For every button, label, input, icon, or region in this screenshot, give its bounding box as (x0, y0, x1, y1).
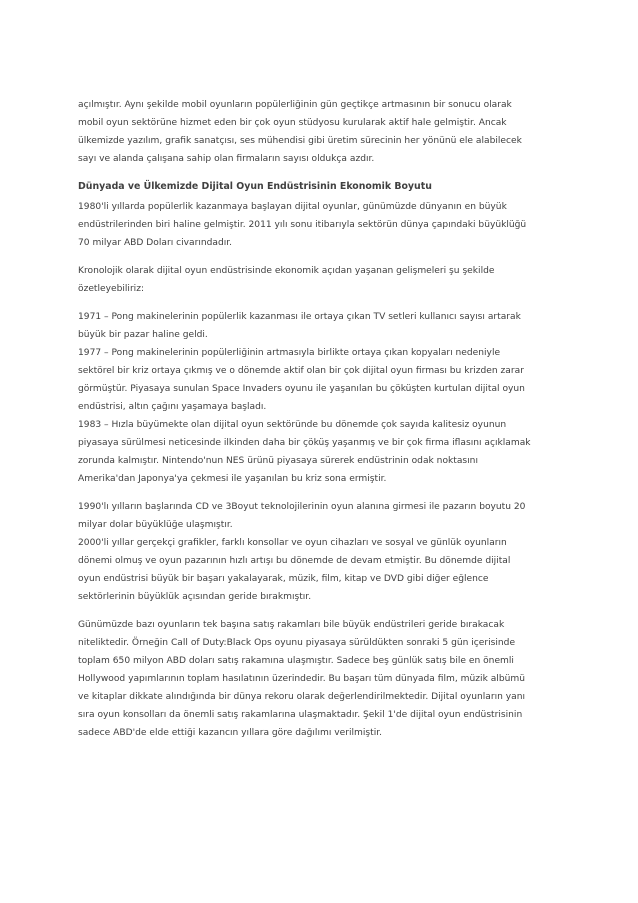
text-line: endüstrisi, altın çağını yaşamaya başladı. (78, 402, 267, 412)
text-line: mobil oyun sektörüne hizmet eden bir çok oyun stüdyosu kurularak aktif hale gelmiştir. Ancak (78, 118, 507, 128)
text-line: sıra oyun konsolları da önemli satış rakamlarına ulaşmaktadır. Şekil 1'de dijital oyun endüstrisinin (78, 710, 523, 720)
paragraph-1990s-2000s (78, 498, 560, 606)
text-line: 1983 – Hızla büyümekte olan dijital oyun sektöründe bu dönemde çok sayıda kalitesiz oyunun (78, 420, 507, 430)
text-line: zorunda kalmıştır. Nintendo'nun NES ürünü piyasaya sürerek endüstrinin odak noktasını (78, 456, 478, 466)
text-line: oyun endüstrisi büyük bir başarı yakalayarak, müzik, film, kitap ve DVD gibi diğer eğlence (78, 574, 489, 584)
text-line: Amerika'dan Japonya'ya çekmesi ile yaşanılan bu kriz sona ermiştir. (78, 474, 387, 484)
paragraph-chronology-intro (78, 262, 560, 298)
paragraph-today (78, 616, 560, 742)
text-line: toplam 650 milyon ABD doları satış rakamına ulaşmıştır. Sadece beş günlük satış bile en önemli (78, 656, 514, 666)
text-line: Kronolojik olarak dijital oyun endüstrisinde ekonomik açıdan yaşanan gelişmeleri şu şekilde (78, 266, 495, 276)
text-line: dönemi olmuş ve oyun pazarının hızlı artışı bu dönemde de devam etmiştir. Bu dönemde dijital (78, 556, 511, 566)
text-line: 70 milyar ABD Doları civarındadır. (78, 238, 233, 248)
section-heading: Dünyada ve Ülkemizde Dijital Oyun Endüstrisinin Ekonomik Boyutu (78, 181, 432, 192)
text-line: 1977 – Pong makinelerinin popülerliğinin artmasıyla birlikte ortaya çıkan kopyaları nedeniyle (78, 348, 501, 358)
text-line: sadece ABD'de elde ettiği kazancın yıllara göre dağılımı verilmiştir. (78, 728, 383, 738)
text-line: piyasaya sürülmesi neticesinde ilkinden daha bir çöküş yaşanmış ve bir çok firma iflasını açıklamak (78, 438, 531, 448)
text-line: açılmıştır. Aynı şekilde mobil oyunların popülerliğinin gün geçtikçe artmasının bir sonucu olarak (78, 100, 512, 110)
intro-paragraph (78, 96, 560, 168)
text-line: Günümüzde bazı oyunların tek başına satış rakamları bile büyük endüstrileri geride bırakacak (78, 620, 505, 630)
text-line: sektörlerinin büyüklük açısından geride bırakmıştır. (78, 592, 312, 602)
text-line: sayı ve alanda çalışana sahip olan firmaların sayısı oldukça azdır. (78, 154, 375, 164)
paragraph-market-size (78, 198, 560, 252)
text-line: endüstrilerinden biri haline gelmiştir. 2011 yılı sonu itibarıyla sektörün dünya çapındaki büyüklüğü (78, 220, 527, 230)
text-line: Hollywood yapımlarının toplam hasılatının üzerindedir. Bu başarı tüm dünyada film, müzik albümü (78, 674, 525, 684)
text-line: sektörel bir kriz ortaya çıkmış ve o dönemde aktif olan bir çok dijital oyun firması bu krizden zarar (78, 366, 524, 376)
text-line: görmüştür. Piyasaya sunulan Space Invaders oyunu ile yaşanılan bu çöküşten kurtulan dijital oyun (78, 384, 525, 394)
text-line: 1990'lı yılların başlarında CD ve 3Boyut teknolojilerinin oyun alanına girmesi ile pazarın boyutu 20 (78, 502, 526, 512)
text-line: 2000'li yıllar gerçekçi grafikler, farklı konsollar ve oyun cihazları ve sosyal ve günlük oyunların (78, 538, 507, 548)
document-page (78, 96, 560, 752)
text-line: niteliktedir. Örneğin Call of Duty:Black Ops oyunu piyasaya sürüldükten sonraki 5 gün içerisinde (78, 638, 516, 648)
text-line: özetleyebiliriz: (78, 284, 145, 294)
text-line: ve kitaplar dikkate alındığında bir dünya rekoru olarak değerlendirilmektedir. Dijital oyunların yanı (78, 692, 526, 702)
text-line: milyar dolar büyüklüğe ulaşmıştır. (78, 520, 233, 530)
text-line: 1971 – Pong makinelerinin popülerlik kazanması ile ortaya çıkan TV setleri kullanıcı sayısı artarak (78, 312, 521, 322)
text-line: büyük bir pazar haline geldi. (78, 330, 208, 340)
paragraph-chronology-1971-1983 (78, 308, 560, 488)
text-line: ülkemizde yazılım, grafik sanatçısı, ses mühendisi gibi üretim sürecinin her yönünü ele alabilecek (78, 136, 522, 146)
text-line: 1980'li yıllarda popülerlik kazanmaya başlayan dijital oyunlar, günümüzde dünyanın en büyük (78, 202, 507, 212)
